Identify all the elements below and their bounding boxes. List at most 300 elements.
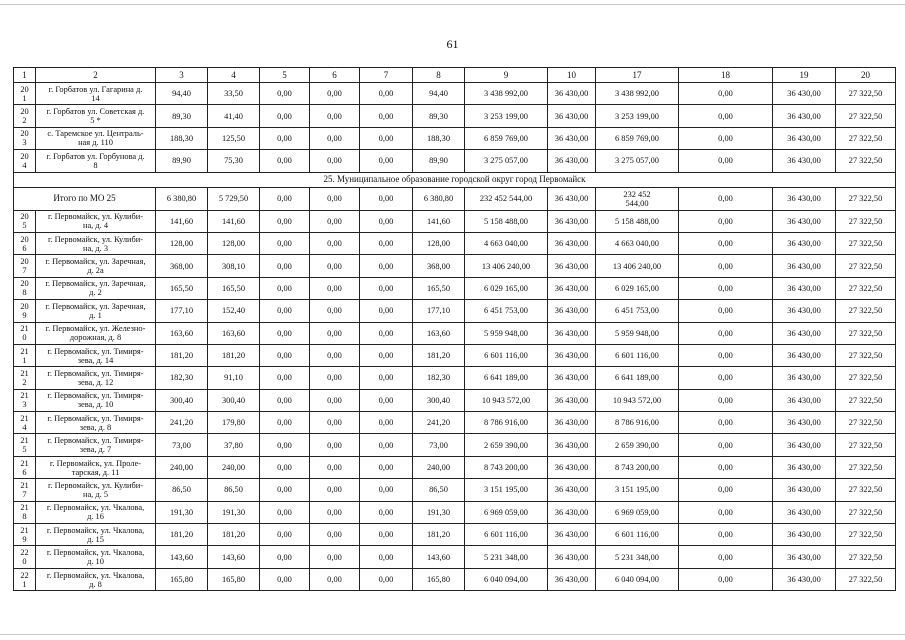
value-cell-c19: 36 430,00	[773, 546, 836, 568]
subtotal-label: Итого по МО 25	[14, 187, 156, 210]
value-cell-c3: 165,80	[156, 568, 208, 590]
value-cell-c5: 0,00	[260, 232, 310, 254]
value-cell-c8: 163,60	[413, 322, 465, 344]
value-cell-c18: 0,00	[679, 501, 773, 523]
value-cell-c17: 6 029 165,00	[596, 277, 679, 299]
value-cell-c8: 73,00	[413, 434, 465, 456]
row-number: 20 8	[14, 277, 36, 299]
value-cell-c20: 27 322,50	[836, 322, 896, 344]
value-cell-c7: 0,00	[360, 568, 413, 590]
column-header: 20	[836, 68, 896, 83]
table-header	[14, 68, 896, 83]
row-number: 22 0	[14, 546, 36, 568]
value-cell-c8: 128,00	[413, 232, 465, 254]
value-cell-c9: 6 969 059,00	[465, 501, 548, 523]
column-header: 10	[548, 68, 596, 83]
value-cell-c19: 36 430,00	[773, 434, 836, 456]
value-cell-c10: 36 430,00	[548, 389, 596, 411]
value-cell-c6: 0,00	[310, 300, 360, 322]
value-cell-c7: 0,00	[360, 546, 413, 568]
value-cell-c9: 6 601 116,00	[465, 524, 548, 546]
address-cell: г. Первомайск, ул. Чкалова, д. 16	[36, 501, 156, 523]
value-cell-c6: 0,00	[310, 412, 360, 434]
address-cell: г. Первомайск, ул. Проле- тарская, д. 11	[36, 456, 156, 478]
value-cell-c19: 36 430,00	[773, 277, 836, 299]
subtotal-value-c3: 6 380,80	[156, 187, 208, 210]
value-cell-c5: 0,00	[260, 322, 310, 344]
value-cell-c10: 36 430,00	[548, 255, 596, 277]
value-cell-c3: 300,40	[156, 389, 208, 411]
value-cell-c5: 0,00	[260, 568, 310, 590]
value-cell-c3: 141,60	[156, 210, 208, 232]
value-cell-c6: 0,00	[310, 568, 360, 590]
value-cell-c19: 36 430,00	[773, 389, 836, 411]
value-cell-c10: 36 430,00	[548, 456, 596, 478]
value-cell-c4: 37,80	[208, 434, 260, 456]
value-cell-c19: 36 430,00	[773, 83, 836, 105]
value-cell-c6: 0,00	[310, 150, 360, 172]
address-cell: г. Первомайск, ул. Чкалова, д. 8	[36, 568, 156, 590]
value-cell-c17: 5 158 488,00	[596, 210, 679, 232]
row-number: 21 3	[14, 389, 36, 411]
table-row	[14, 255, 896, 277]
column-header: 4	[208, 68, 260, 83]
value-cell-c20: 27 322,50	[836, 524, 896, 546]
value-cell-c17: 8 743 200,00	[596, 456, 679, 478]
subtotal-value-c19: 36 430,00	[773, 187, 836, 210]
value-cell-c3: 143,60	[156, 546, 208, 568]
value-cell-c9: 10 943 572,00	[465, 389, 548, 411]
value-cell-c18: 0,00	[679, 524, 773, 546]
value-cell-c10: 36 430,00	[548, 434, 596, 456]
value-cell-c17: 6 601 116,00	[596, 524, 679, 546]
address-cell: г. Первомайск, ул. Тимиря- зева, д. 14	[36, 344, 156, 366]
value-cell-c6: 0,00	[310, 255, 360, 277]
value-cell-c18: 0,00	[679, 127, 773, 149]
value-cell-c8: 182,30	[413, 367, 465, 389]
value-cell-c8: 165,80	[413, 568, 465, 590]
value-cell-c3: 165,50	[156, 277, 208, 299]
value-cell-c8: 177,10	[413, 300, 465, 322]
subtotal-value-c4: 5 729,50	[208, 187, 260, 210]
value-cell-c9: 6 451 753,00	[465, 300, 548, 322]
table-row	[14, 300, 896, 322]
row-number: 20 2	[14, 105, 36, 127]
value-cell-c10: 36 430,00	[548, 105, 596, 127]
subtotal-value-c10: 36 430,00	[548, 187, 596, 210]
value-cell-c8: 181,20	[413, 344, 465, 366]
value-cell-c6: 0,00	[310, 479, 360, 501]
value-cell-c18: 0,00	[679, 255, 773, 277]
value-cell-c18: 0,00	[679, 389, 773, 411]
value-cell-c7: 0,00	[360, 83, 413, 105]
value-cell-c6: 0,00	[310, 546, 360, 568]
value-cell-c6: 0,00	[310, 456, 360, 478]
value-cell-c4: 181,20	[208, 524, 260, 546]
table-row	[14, 479, 896, 501]
value-cell-c9: 8 743 200,00	[465, 456, 548, 478]
value-cell-c19: 36 430,00	[773, 456, 836, 478]
value-cell-c17: 13 406 240,00	[596, 255, 679, 277]
value-cell-c4: 91,10	[208, 367, 260, 389]
value-cell-c4: 75,30	[208, 150, 260, 172]
value-cell-c20: 27 322,50	[836, 105, 896, 127]
value-cell-c10: 36 430,00	[548, 524, 596, 546]
value-cell-c19: 36 430,00	[773, 255, 836, 277]
value-cell-c20: 27 322,50	[836, 83, 896, 105]
value-cell-c3: 188,30	[156, 127, 208, 149]
value-cell-c6: 0,00	[310, 210, 360, 232]
value-cell-c19: 36 430,00	[773, 210, 836, 232]
value-cell-c8: 86,50	[413, 479, 465, 501]
value-cell-c9: 5 959 948,00	[465, 322, 548, 344]
row-number: 20 3	[14, 127, 36, 149]
value-cell-c5: 0,00	[260, 255, 310, 277]
table-row	[14, 412, 896, 434]
value-cell-c20: 27 322,50	[836, 127, 896, 149]
subtotal-value-c20: 27 322,50	[836, 187, 896, 210]
column-header: 9	[465, 68, 548, 83]
row-number: 21 2	[14, 367, 36, 389]
value-cell-c19: 36 430,00	[773, 322, 836, 344]
value-cell-c10: 36 430,00	[548, 568, 596, 590]
value-cell-c4: 141,60	[208, 210, 260, 232]
address-cell: г. Первомайск, ул. Кулиби- на, д. 3	[36, 232, 156, 254]
table-row	[14, 105, 896, 127]
value-cell-c6: 0,00	[310, 127, 360, 149]
value-cell-c20: 27 322,50	[836, 277, 896, 299]
value-cell-c4: 128,00	[208, 232, 260, 254]
value-cell-c17: 5 231 348,00	[596, 546, 679, 568]
value-cell-c10: 36 430,00	[548, 83, 596, 105]
value-cell-c7: 0,00	[360, 255, 413, 277]
value-cell-c19: 36 430,00	[773, 524, 836, 546]
value-cell-c10: 36 430,00	[548, 300, 596, 322]
value-cell-c10: 36 430,00	[548, 501, 596, 523]
value-cell-c9: 6 641 189,00	[465, 367, 548, 389]
subtotal-value-c6: 0,00	[310, 187, 360, 210]
value-cell-c17: 2 659 390,00	[596, 434, 679, 456]
value-cell-c10: 36 430,00	[548, 277, 596, 299]
value-cell-c9: 2 659 390,00	[465, 434, 548, 456]
value-cell-c18: 0,00	[679, 105, 773, 127]
value-cell-c19: 36 430,00	[773, 367, 836, 389]
value-cell-c19: 36 430,00	[773, 568, 836, 590]
value-cell-c7: 0,00	[360, 105, 413, 127]
value-cell-c6: 0,00	[310, 434, 360, 456]
table-row	[14, 367, 896, 389]
value-cell-c3: 128,00	[156, 232, 208, 254]
value-cell-c10: 36 430,00	[548, 232, 596, 254]
value-cell-c7: 0,00	[360, 322, 413, 344]
value-cell-c17: 6 601 116,00	[596, 344, 679, 366]
column-header: 7	[360, 68, 413, 83]
value-cell-c18: 0,00	[679, 83, 773, 105]
value-cell-c8: 89,90	[413, 150, 465, 172]
value-cell-c19: 36 430,00	[773, 300, 836, 322]
column-header: 17	[596, 68, 679, 83]
value-cell-c9: 5 158 488,00	[465, 210, 548, 232]
value-cell-c17: 6 641 189,00	[596, 367, 679, 389]
value-cell-c9: 4 663 040,00	[465, 232, 548, 254]
value-cell-c20: 27 322,50	[836, 344, 896, 366]
value-cell-c7: 0,00	[360, 277, 413, 299]
value-cell-c6: 0,00	[310, 389, 360, 411]
column-header: 3	[156, 68, 208, 83]
value-cell-c17: 6 040 094,00	[596, 568, 679, 590]
value-cell-c5: 0,00	[260, 501, 310, 523]
value-cell-c9: 3 438 992,00	[465, 83, 548, 105]
column-header: 2	[36, 68, 156, 83]
table-body	[14, 83, 896, 591]
row-number: 21 7	[14, 479, 36, 501]
header-row	[14, 68, 896, 83]
address-cell: г. Первомайск, ул. Железно- дорожная, д. 8	[36, 322, 156, 344]
value-cell-c9: 13 406 240,00	[465, 255, 548, 277]
value-cell-c18: 0,00	[679, 232, 773, 254]
table-row	[14, 150, 896, 172]
value-cell-c10: 36 430,00	[548, 322, 596, 344]
value-cell-c4: 86,50	[208, 479, 260, 501]
value-cell-c10: 36 430,00	[548, 150, 596, 172]
value-cell-c7: 0,00	[360, 501, 413, 523]
value-cell-c5: 0,00	[260, 344, 310, 366]
value-cell-c4: 308,10	[208, 255, 260, 277]
address-cell: г. Первомайск, ул. Чкалова, д. 15	[36, 524, 156, 546]
value-cell-c4: 41,40	[208, 105, 260, 127]
value-cell-c17: 10 943 572,00	[596, 389, 679, 411]
value-cell-c10: 36 430,00	[548, 546, 596, 568]
value-cell-c5: 0,00	[260, 105, 310, 127]
value-cell-c20: 27 322,50	[836, 232, 896, 254]
value-cell-c17: 6 451 753,00	[596, 300, 679, 322]
value-cell-c7: 0,00	[360, 412, 413, 434]
value-cell-c4: 165,50	[208, 277, 260, 299]
address-cell: г. Первомайск, ул. Заречная, д. 2	[36, 277, 156, 299]
value-cell-c20: 27 322,50	[836, 501, 896, 523]
value-cell-c5: 0,00	[260, 300, 310, 322]
value-cell-c7: 0,00	[360, 479, 413, 501]
address-cell: г. Первомайск, ул. Заречная, д. 1	[36, 300, 156, 322]
scan-edge-top	[0, 4, 905, 5]
value-cell-c18: 0,00	[679, 367, 773, 389]
value-cell-c5: 0,00	[260, 277, 310, 299]
value-cell-c10: 36 430,00	[548, 412, 596, 434]
row-number: 21 9	[14, 524, 36, 546]
value-cell-c5: 0,00	[260, 127, 310, 149]
column-header: 19	[773, 68, 836, 83]
column-header: 1	[14, 68, 36, 83]
value-cell-c9: 3 253 199,00	[465, 105, 548, 127]
value-cell-c6: 0,00	[310, 105, 360, 127]
value-cell-c7: 0,00	[360, 300, 413, 322]
value-cell-c3: 89,30	[156, 105, 208, 127]
data-table	[13, 67, 896, 591]
value-cell-c8: 300,40	[413, 389, 465, 411]
value-cell-c8: 94,40	[413, 83, 465, 105]
value-cell-c7: 0,00	[360, 367, 413, 389]
value-cell-c20: 27 322,50	[836, 389, 896, 411]
value-cell-c18: 0,00	[679, 322, 773, 344]
column-header: 6	[310, 68, 360, 83]
address-cell: г. Первомайск, ул. Чкалова, д. 10	[36, 546, 156, 568]
row-number: 20 6	[14, 232, 36, 254]
row-number: 20 7	[14, 255, 36, 277]
subtotal-row	[14, 187, 896, 210]
value-cell-c8: 240,00	[413, 456, 465, 478]
table-row	[14, 501, 896, 523]
table-row	[14, 344, 896, 366]
value-cell-c17: 3 438 992,00	[596, 83, 679, 105]
column-header: 5	[260, 68, 310, 83]
value-cell-c10: 36 430,00	[548, 210, 596, 232]
value-cell-c7: 0,00	[360, 524, 413, 546]
value-cell-c20: 27 322,50	[836, 434, 896, 456]
value-cell-c5: 0,00	[260, 389, 310, 411]
value-cell-c18: 0,00	[679, 300, 773, 322]
value-cell-c7: 0,00	[360, 456, 413, 478]
value-cell-c20: 27 322,50	[836, 150, 896, 172]
value-cell-c19: 36 430,00	[773, 127, 836, 149]
value-cell-c18: 0,00	[679, 434, 773, 456]
address-cell: г. Первомайск, ул. Тимиря- зева, д. 10	[36, 389, 156, 411]
value-cell-c20: 27 322,50	[836, 300, 896, 322]
value-cell-c3: 86,50	[156, 479, 208, 501]
value-cell-c6: 0,00	[310, 344, 360, 366]
value-cell-c4: 143,60	[208, 546, 260, 568]
address-cell: г. Первомайск, ул. Заречная, д. 2а	[36, 255, 156, 277]
address-cell: г. Горбатов ул. Гагарина д. 14	[36, 83, 156, 105]
table-row	[14, 524, 896, 546]
table-row	[14, 127, 896, 149]
value-cell-c18: 0,00	[679, 277, 773, 299]
value-cell-c6: 0,00	[310, 524, 360, 546]
value-cell-c17: 8 786 916,00	[596, 412, 679, 434]
value-cell-c17: 3 275 057,00	[596, 150, 679, 172]
value-cell-c5: 0,00	[260, 546, 310, 568]
table-row	[14, 83, 896, 105]
row-number: 21 5	[14, 434, 36, 456]
value-cell-c18: 0,00	[679, 412, 773, 434]
value-cell-c8: 143,60	[413, 546, 465, 568]
value-cell-c19: 36 430,00	[773, 232, 836, 254]
value-cell-c18: 0,00	[679, 568, 773, 590]
subtotal-value-c8: 6 380,80	[413, 187, 465, 210]
value-cell-c4: 181,20	[208, 344, 260, 366]
section-row	[14, 172, 896, 187]
value-cell-c19: 36 430,00	[773, 344, 836, 366]
value-cell-c20: 27 322,50	[836, 546, 896, 568]
value-cell-c7: 0,00	[360, 150, 413, 172]
value-cell-c6: 0,00	[310, 501, 360, 523]
value-cell-c4: 163,60	[208, 322, 260, 344]
value-cell-c10: 36 430,00	[548, 344, 596, 366]
value-cell-c6: 0,00	[310, 232, 360, 254]
scan-edge-bottom	[0, 634, 905, 635]
value-cell-c4: 300,40	[208, 389, 260, 411]
value-cell-c4: 191,30	[208, 501, 260, 523]
value-cell-c6: 0,00	[310, 83, 360, 105]
value-cell-c19: 36 430,00	[773, 412, 836, 434]
value-cell-c20: 27 322,50	[836, 479, 896, 501]
table-row	[14, 277, 896, 299]
value-cell-c6: 0,00	[310, 367, 360, 389]
value-cell-c4: 179,80	[208, 412, 260, 434]
value-cell-c3: 89,90	[156, 150, 208, 172]
table-row	[14, 210, 896, 232]
value-cell-c3: 368,00	[156, 255, 208, 277]
value-cell-c9: 6 040 094,00	[465, 568, 548, 590]
value-cell-c5: 0,00	[260, 524, 310, 546]
value-cell-c17: 3 253 199,00	[596, 105, 679, 127]
subtotal-value-c5: 0,00	[260, 187, 310, 210]
address-cell: г. Горбатов ул. Советская д. 5 *	[36, 105, 156, 127]
subtotal-value-c9: 232 452 544,00	[465, 187, 548, 210]
address-cell: с. Таремское ул. Централь- ная д. 110	[36, 127, 156, 149]
value-cell-c9: 6 029 165,00	[465, 277, 548, 299]
value-cell-c8: 188,30	[413, 127, 465, 149]
value-cell-c9: 3 151 195,00	[465, 479, 548, 501]
value-cell-c18: 0,00	[679, 546, 773, 568]
value-cell-c17: 3 151 195,00	[596, 479, 679, 501]
value-cell-c6: 0,00	[310, 322, 360, 344]
value-cell-c17: 5 959 948,00	[596, 322, 679, 344]
address-cell: г. Первомайск, ул. Тимиря- зева, д. 12	[36, 367, 156, 389]
value-cell-c8: 191,30	[413, 501, 465, 523]
value-cell-c18: 0,00	[679, 456, 773, 478]
address-cell: г. Первомайск, ул. Тимиря- зева, д. 7	[36, 434, 156, 456]
address-cell: г. Первомайск, ул. Тимиря- зева, д. 8	[36, 412, 156, 434]
value-cell-c5: 0,00	[260, 456, 310, 478]
value-cell-c20: 27 322,50	[836, 367, 896, 389]
value-cell-c3: 73,00	[156, 434, 208, 456]
value-cell-c3: 182,30	[156, 367, 208, 389]
subtotal-value-c17: 232 452 544,00	[596, 187, 679, 210]
row-number: 21 1	[14, 344, 36, 366]
value-cell-c10: 36 430,00	[548, 479, 596, 501]
row-number: 21 6	[14, 456, 36, 478]
address-cell: г. Горбатов ул. Горбунова д. 8	[36, 150, 156, 172]
value-cell-c7: 0,00	[360, 232, 413, 254]
value-cell-c18: 0,00	[679, 150, 773, 172]
value-cell-c4: 240,00	[208, 456, 260, 478]
value-cell-c7: 0,00	[360, 210, 413, 232]
value-cell-c8: 241,20	[413, 412, 465, 434]
table-row	[14, 389, 896, 411]
value-cell-c9: 5 231 348,00	[465, 546, 548, 568]
value-cell-c20: 27 322,50	[836, 456, 896, 478]
row-number: 21 8	[14, 501, 36, 523]
value-cell-c19: 36 430,00	[773, 501, 836, 523]
value-cell-c3: 181,20	[156, 344, 208, 366]
value-cell-c17: 6 969 059,00	[596, 501, 679, 523]
table-row	[14, 568, 896, 590]
value-cell-c4: 125,50	[208, 127, 260, 149]
value-cell-c8: 141,60	[413, 210, 465, 232]
value-cell-c18: 0,00	[679, 210, 773, 232]
value-cell-c9: 8 786 916,00	[465, 412, 548, 434]
value-cell-c9: 6 859 769,00	[465, 127, 548, 149]
value-cell-c20: 27 322,50	[836, 568, 896, 590]
value-cell-c5: 0,00	[260, 412, 310, 434]
value-cell-c19: 36 430,00	[773, 105, 836, 127]
table-row	[14, 456, 896, 478]
value-cell-c18: 0,00	[679, 479, 773, 501]
value-cell-c7: 0,00	[360, 344, 413, 366]
subtotal-value-c7: 0,00	[360, 187, 413, 210]
address-cell: г. Первомайск, ул. Кулиби- на, д. 4	[36, 210, 156, 232]
table-row	[14, 546, 896, 568]
